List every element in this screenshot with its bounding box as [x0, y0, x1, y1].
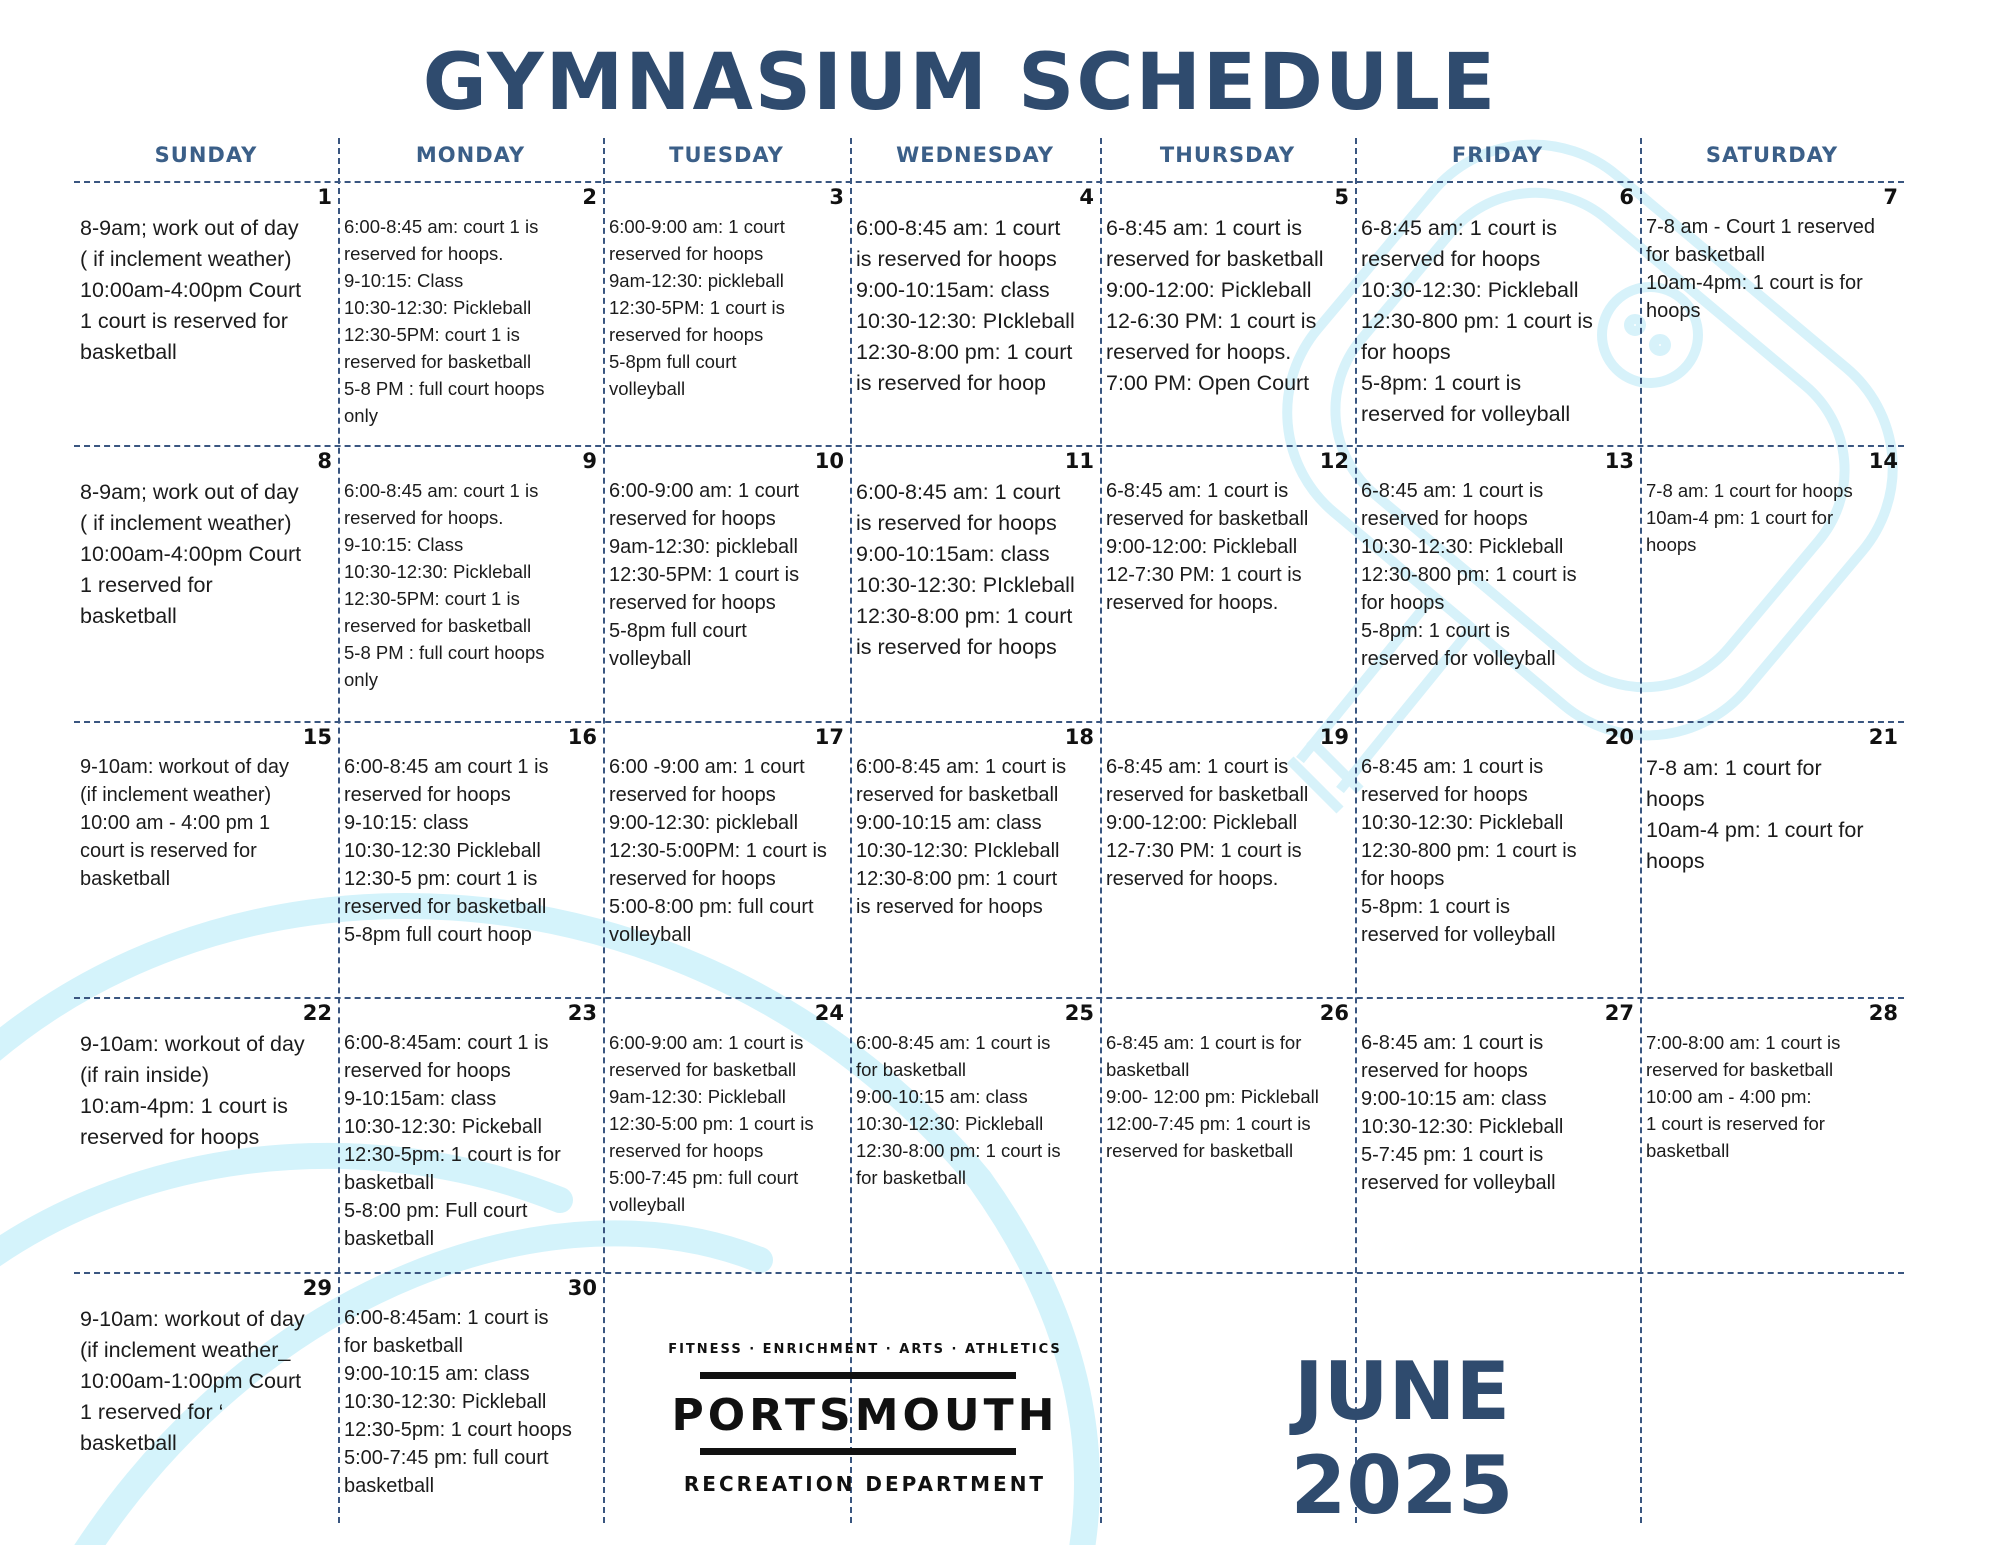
day-number: 4: [1079, 185, 1094, 209]
day-number: 1: [317, 185, 332, 209]
schedule-entry: 12:30-800 pm: 1 court is: [1361, 309, 1593, 333]
schedule-entry: 9-10:15: Class: [344, 534, 464, 555]
schedule-entry: 6:00-8:45 am court 1 is: [344, 756, 549, 778]
day-number: 22: [302, 1001, 332, 1025]
schedule-entry: 5-8:00 pm: Full court: [344, 1200, 528, 1222]
schedule-entry: 5-8 PM : full court hoops: [344, 642, 545, 663]
schedule-entry: reserved for hoops.: [344, 507, 504, 528]
day-number: 17: [814, 725, 844, 749]
day-cell: [1102, 999, 1353, 1270]
weekday-header: THURSDAY: [1159, 143, 1296, 167]
schedule-entry: basketball: [344, 1475, 435, 1497]
schedule-entry: 12:30-5:00 pm: 1 court is: [609, 1113, 814, 1134]
day-number: 26: [1319, 1001, 1349, 1025]
schedule-entry: 9-10:15: class: [344, 812, 469, 834]
day-number: 5: [1334, 185, 1349, 209]
schedule-entry: 6-8:45 am: 1 court is: [1361, 756, 1544, 778]
day-number: 27: [1604, 1001, 1634, 1025]
logo-name: PORTSMOUTH: [671, 1390, 1059, 1441]
day-cell: [605, 183, 848, 443]
schedule-list: [344, 753, 599, 949]
schedule-entry: reserved for hoops: [1361, 1060, 1528, 1082]
schedule-entry: 10:30-12:30: Pickleball: [1361, 1116, 1564, 1138]
day-cell: [1102, 447, 1353, 719]
schedule-entry: 6:00-8:45 am: 1 court is: [856, 756, 1067, 778]
schedule-entry: 12:30-5 pm: court 1 is: [344, 868, 538, 890]
schedule-list: [1361, 1029, 1636, 1197]
logo-bottom-bar: [700, 1448, 1016, 1455]
schedule-entry: 10am-4pm: 1 court is for: [1646, 272, 1863, 294]
schedule-entry: 9:00- 12:00 pm: Pickleball: [1106, 1086, 1319, 1107]
day-number: 11: [1064, 449, 1094, 473]
schedule-entry: for hoops: [1361, 868, 1445, 890]
schedule-entry: 5:00-7:45 pm: full court: [344, 1447, 549, 1469]
schedule-list: [344, 213, 599, 429]
schedule-entry: basketball: [1106, 1059, 1190, 1080]
schedule-entry: basketball: [80, 604, 177, 628]
day-number: 20: [1604, 725, 1634, 749]
page-title: GYMNASIUM SCHEDULE: [422, 38, 1498, 128]
day-cell: [605, 999, 848, 1270]
schedule-entry: hoops: [1646, 534, 1697, 555]
schedule-entry: 7-8 am: 1 court for: [1646, 756, 1822, 780]
schedule-entry: 6:00-9:00 am: 1 court: [609, 216, 785, 237]
schedule-list: [609, 1029, 846, 1218]
day-cell: [1357, 999, 1638, 1270]
schedule-entry: reserved for hoops: [1361, 508, 1528, 530]
schedule-entry: 5-8pm: 1 court is: [1361, 371, 1522, 395]
schedule-entry: 12:30-5PM: court 1 is: [344, 588, 520, 609]
schedule-entry: reserved for basketball: [609, 1059, 797, 1080]
schedule-entry: 6-8:45 am: 1 court is: [1106, 216, 1302, 240]
schedule-entry: court is reserved for: [80, 840, 257, 862]
weekday-header: WEDNESDAY: [896, 143, 1054, 167]
schedule-entry: for basketball: [856, 1059, 967, 1080]
schedule-entry: 6:00-8:45am: 1 court is: [344, 1307, 549, 1329]
schedule-list: [1106, 1029, 1351, 1164]
schedule-entry: 6-8:45 am: 1 court is: [1361, 480, 1544, 502]
schedule-entry: 10:30-12:30: PIckleball: [856, 573, 1075, 597]
schedule-entry: 9:00-10:15 am: class: [1361, 1088, 1547, 1110]
day-cell: [1102, 183, 1353, 443]
schedule-entry: 10:30-12:30: Pickleball: [1361, 536, 1564, 558]
schedule-entry: 9:00-12:30: pickleball: [609, 812, 799, 834]
schedule-entry: reserved for basketball: [1646, 1059, 1834, 1080]
schedule-entry: 10:30-12:30: Pickleball: [344, 297, 532, 318]
schedule-entry: 6:00-9:00 am: 1 court is: [609, 1032, 804, 1053]
schedule-entry: for hoops: [1361, 340, 1451, 364]
day-cell: [1642, 723, 1902, 995]
schedule-entry: 9am-12:30: pickleball: [609, 270, 784, 291]
schedule-list: [80, 1029, 334, 1153]
schedule-entry: reserved for hoops: [609, 784, 776, 806]
schedule-entry: reserved for hoops: [1361, 784, 1528, 806]
schedule-entry: reserved for volleyball: [1361, 402, 1571, 426]
schedule-list: [856, 1029, 1096, 1191]
schedule-entry: reserved for hoops: [609, 324, 764, 345]
day-cell: [76, 723, 336, 995]
day-number: 8: [317, 449, 332, 473]
schedule-entry: basketball: [80, 1431, 177, 1455]
schedule-entry: 12:30-8:00 pm: 1 court: [856, 868, 1058, 890]
schedule-entry: 6-8:45 am: 1 court is: [1361, 216, 1557, 240]
day-number: 25: [1064, 1001, 1094, 1025]
schedule-entry: 9-10:15: Class: [344, 270, 464, 291]
schedule-entry: reserved for volleyball: [1361, 648, 1556, 670]
schedule-entry: 5:00-7:45 pm: full court: [609, 1167, 799, 1188]
schedule-list: [856, 477, 1096, 663]
schedule-entry: 12-7:30 PM: 1 court is: [1106, 840, 1302, 862]
day-cell: [340, 999, 601, 1270]
schedule-entry: 1 court is reserved for: [80, 309, 288, 333]
schedule-entry: 6:00-8:45 am: 1 court: [856, 480, 1061, 504]
schedule-list: [1646, 477, 1900, 558]
day-cell: [1357, 723, 1638, 995]
schedule-entry: 12:30-8:00 pm: 1 court: [856, 340, 1073, 364]
schedule-list: [856, 213, 1096, 399]
schedule-entry: volleyball: [609, 648, 692, 670]
day-number: 19: [1319, 725, 1349, 749]
day-cell: [76, 447, 336, 719]
schedule-list: [1106, 213, 1351, 399]
schedule-entry: 12:00-7:45 pm: 1 court is: [1106, 1113, 1311, 1134]
schedule-entry: 9:00-10:15am: class: [856, 542, 1050, 566]
schedule-entry: reserved for hoops: [1361, 247, 1541, 271]
day-cell: [1357, 183, 1638, 443]
logo-tagline: FITNESS · ENRICHMENT · ARTS · ATHLETICS: [668, 1342, 1062, 1357]
day-cell: [1357, 447, 1638, 719]
schedule-entry: 9-10am: workout of day: [80, 756, 289, 778]
schedule-entry: 6:00 -9:00 am: 1 court: [609, 756, 805, 778]
day-number: 6: [1619, 185, 1634, 209]
schedule-entry: 9:00-10:15am: class: [856, 278, 1050, 302]
schedule-list: [609, 477, 846, 673]
schedule-entry: 10:30-12:30: PIckleball: [856, 309, 1075, 333]
schedule-entry: 1 court is reserved for: [1646, 1113, 1825, 1134]
schedule-list: [609, 753, 846, 949]
schedule-entry: 12:30-5PM: 1 court is: [609, 297, 785, 318]
schedule-list: [1106, 753, 1351, 893]
schedule-list: [1106, 477, 1351, 617]
schedule-list: [80, 753, 334, 893]
schedule-entry: 5-8pm full court: [609, 351, 737, 372]
schedule-entry: 5-8pm full court: [609, 620, 747, 642]
day-cell: [852, 999, 1098, 1270]
schedule-entry: 12:30-5pm: 1 court is for: [344, 1144, 561, 1166]
schedule-entry: volleyball: [609, 378, 686, 399]
schedule-list: [1361, 213, 1636, 430]
year-label: 2025: [1290, 1439, 1514, 1532]
day-cell: [76, 183, 336, 443]
schedule-entry: volleyball: [609, 1194, 686, 1215]
schedule-list: [80, 213, 334, 368]
day-number: 9: [582, 449, 597, 473]
day-cell: [852, 723, 1098, 995]
schedule-entry: ( if inclement weather): [80, 247, 292, 271]
schedule-entry: for basketball: [1646, 244, 1765, 266]
schedule-entry: reserved for hoops: [80, 1125, 260, 1149]
schedule-entry: (if inclement weather_: [80, 1338, 291, 1362]
schedule-entry: reserved for hoops: [609, 868, 776, 890]
day-cell: [605, 447, 848, 719]
schedule-entry: 12:30-5:00PM: 1 court is: [609, 840, 827, 862]
schedule-entry: reserved for basketball: [344, 615, 532, 636]
schedule-entry: 12:30-800 pm: 1 court is: [1361, 564, 1577, 586]
schedule-entry: 8-9am; work out of day: [80, 216, 299, 240]
schedule-entry: 9-10am: workout of day: [80, 1307, 305, 1331]
logo-subtitle: RECREATION DEPARTMENT: [683, 1472, 1047, 1496]
schedule-entry: basketball: [1646, 1140, 1730, 1161]
schedule-entry: 9-10:15am: class: [344, 1088, 497, 1110]
schedule-entry: reserved for hoops: [344, 784, 511, 806]
schedule-entry: 6:00-9:00 am: 1 court: [609, 480, 800, 502]
weekday-header: MONDAY: [415, 143, 526, 167]
schedule-entry: reserved for basketball: [344, 351, 532, 372]
schedule-entry: reserved for hoops.: [344, 243, 504, 264]
schedule-entry: 5:00-8:00 pm: full court: [609, 896, 814, 918]
schedule-list: [1646, 213, 1900, 325]
schedule-entry: 12-6:30 PM: 1 court is: [1106, 309, 1317, 333]
schedule-entry: 6:00-8:45 am: court 1 is: [344, 216, 539, 237]
schedule-entry: 9am-12:30: pickleball: [609, 536, 798, 558]
schedule-entry: 10:30-12:30 Pickleball: [344, 840, 541, 862]
schedule-entry: is reserved for hoops: [856, 896, 1043, 918]
schedule-entry: 10:am-4pm: 1 court is: [80, 1094, 288, 1118]
schedule-entry: 5-8pm full court hoop: [344, 924, 532, 946]
schedule-list: [609, 213, 846, 402]
day-number: 13: [1604, 449, 1634, 473]
schedule-list: [856, 753, 1096, 921]
schedule-entry: reserved for hoops: [609, 243, 764, 264]
day-cell: [1642, 999, 1902, 1270]
schedule-entry: is reserved for hoop: [856, 371, 1047, 395]
day-cell: [340, 447, 601, 719]
schedule-entry: for basketball: [344, 1335, 463, 1357]
schedule-entry: basketball: [344, 1228, 435, 1250]
schedule-list: [344, 1029, 599, 1253]
weekday-header: TUESDAY: [669, 143, 784, 167]
day-number: 24: [814, 1001, 844, 1025]
schedule-entry: 9am-12:30: Pickleball: [609, 1086, 786, 1107]
schedule-entry: 7-8 am: 1 court for hoops: [1646, 480, 1853, 501]
schedule-entry: 12:30-5pm: 1 court hoops: [344, 1419, 572, 1441]
schedule-entry: reserved for basketball: [344, 896, 547, 918]
schedule-entry: 7-8 am - Court 1 reserved: [1646, 216, 1875, 238]
schedule-list: [1361, 477, 1636, 673]
weekday-header: FRIDAY: [1451, 143, 1544, 167]
month-label: JUNE: [1293, 1345, 1511, 1438]
schedule-entry: 6-8:45 am: 1 court is: [1106, 480, 1289, 502]
schedule-entry: 10:30-12:30: Pickleball: [344, 561, 532, 582]
day-cell: [340, 723, 601, 995]
schedule-entry: 6:00-8:45am: court 1 is: [344, 1032, 549, 1054]
schedule-entry: 7:00-8:00 am: 1 court is: [1646, 1032, 1841, 1053]
schedule-entry: 10:30-12:30: Pickleball: [1361, 812, 1564, 834]
schedule-entry: (if rain inside): [80, 1063, 210, 1087]
schedule-entry: ( if inclement weather): [80, 511, 292, 535]
schedule-entry: 10am-4 pm: 1 court for: [1646, 818, 1864, 842]
schedule-entry: 9:00-12:00: Pickleball: [1106, 812, 1298, 834]
day-number: 14: [1868, 449, 1898, 473]
schedule-entry: reserved for hoops: [344, 1060, 511, 1082]
day-number: 30: [567, 1276, 597, 1300]
schedule-list: [1361, 753, 1636, 949]
schedule-entry: 12-7:30 PM: 1 court is: [1106, 564, 1302, 586]
schedule-entry: 10:30-12:30: Pickleball: [1361, 278, 1579, 302]
schedule-entry: reserved for hoops: [609, 508, 776, 530]
schedule-entry: 10:30-12:30: Pickleball: [344, 1391, 547, 1413]
day-cell: [1102, 723, 1353, 995]
schedule-entry: 10:30-12:30: Pickeball: [344, 1116, 542, 1138]
schedule-list: [1646, 1029, 1900, 1164]
schedule-entry: reserved for basketball: [1106, 1140, 1294, 1161]
schedule-list: [1646, 753, 1900, 877]
portsmouth-recreation-logo: [660, 1330, 1070, 1510]
schedule-entry: 5-8pm: 1 court is: [1361, 896, 1510, 918]
schedule-entry: 12:30-800 pm: 1 court is: [1361, 840, 1577, 862]
schedule-entry: reserved for hoops: [609, 1140, 764, 1161]
schedule-entry: 9:00-12:00: Pickleball: [1106, 536, 1298, 558]
schedule-entry: 10:00am-4:00pm Court: [80, 278, 302, 302]
schedule-entry: 10:00 am - 4:00 pm:: [1646, 1086, 1812, 1107]
schedule-list: [80, 477, 334, 632]
schedule-entry: 6:00-8:45 am: 1 court is: [856, 1032, 1051, 1053]
day-number: 16: [567, 725, 597, 749]
schedule-entry: 6:00-8:45 am: 1 court: [856, 216, 1061, 240]
schedule-entry: 12:30-5PM: 1 court is: [609, 564, 800, 586]
day-cell: [340, 1274, 601, 1521]
schedule-entry: 9:00-10:15 am: class: [856, 812, 1042, 834]
day-number: 12: [1319, 449, 1349, 473]
schedule-entry: for basketball: [856, 1167, 967, 1188]
day-cell: [1642, 183, 1902, 443]
schedule-entry: is reserved for hoops: [856, 635, 1057, 659]
schedule-entry: 10:00am-4:00pm Court: [80, 542, 302, 566]
day-cell: [605, 723, 848, 995]
schedule-entry: 1 reserved for: [80, 573, 213, 597]
day-number: 18: [1064, 725, 1094, 749]
day-cell: [852, 183, 1098, 443]
day-cell: [76, 1274, 336, 1521]
schedule-entry: 10:30-12:30: PIckleball: [856, 840, 1060, 862]
schedule-entry: reserved for basketball: [1106, 247, 1324, 271]
day-cell: [1642, 447, 1902, 719]
schedule-entry: is reserved for hoops: [856, 247, 1057, 271]
month-year-label: [1282, 1345, 1522, 1533]
logo-top-bar: [700, 1372, 1016, 1379]
schedule-entry: 6-8:45 am: 1 court is for: [1106, 1032, 1302, 1053]
schedule-entry: reserved for volleyball: [1361, 924, 1556, 946]
schedule-list: [344, 1304, 599, 1500]
schedule-entry: 9-10am: workout of day: [80, 1032, 305, 1056]
schedule-entry: 10am-4 pm: 1 court for: [1646, 507, 1834, 528]
schedule-entry: 8-9am; work out of day: [80, 480, 299, 504]
schedule-entry: reserved for hoops.: [1106, 592, 1279, 614]
schedule-entry: basketball: [80, 868, 171, 890]
schedule-entry: hoops: [1646, 300, 1701, 322]
schedule-entry: reserved for basketball: [1106, 508, 1309, 530]
schedule-entry: reserved for volleyball: [1361, 1172, 1556, 1194]
schedule-entry: reserved for hoops.: [1106, 340, 1292, 364]
schedule-entry: 12:30-5PM: court 1 is: [344, 324, 520, 345]
day-number: 29: [302, 1276, 332, 1300]
schedule-entry: reserved for basketball: [1106, 784, 1309, 806]
schedule-entry: hoops: [1646, 849, 1705, 873]
schedule-entry: 5-8 PM : full court hoops: [344, 378, 545, 399]
schedule-entry: 9:00-12:00: Pickleball: [1106, 278, 1312, 302]
day-number: 3: [829, 185, 844, 209]
schedule-entry: 1 reserved for ‘: [80, 1400, 224, 1424]
schedule-entry: 12:30-8:00 pm: 1 court is: [856, 1140, 1061, 1161]
schedule-entry: only: [344, 669, 378, 690]
schedule-entry: 12:30-8:00 pm: 1 court: [856, 604, 1073, 628]
schedule-entry: 10:30-12:30: Pickleball: [856, 1113, 1044, 1134]
schedule-list: [344, 477, 599, 693]
schedule-entry: 10:00 am - 4:00 pm 1: [80, 812, 271, 834]
day-number: 28: [1868, 1001, 1898, 1025]
day-number: 7: [1883, 185, 1898, 209]
schedule-entry: is reserved for hoops: [856, 511, 1057, 535]
schedule-entry: reserved for hoops.: [1106, 868, 1279, 890]
schedule-entry: 5-7:45 pm: 1 court is: [1361, 1144, 1544, 1166]
schedule-entry: (if inclement weather): [80, 784, 272, 806]
weekday-header: SATURDAY: [1705, 143, 1839, 167]
day-number: 15: [302, 725, 332, 749]
schedule-entry: 5-8pm: 1 court is: [1361, 620, 1510, 642]
schedule-list: [80, 1304, 334, 1459]
schedule-entry: only: [344, 405, 378, 426]
schedule-entry: 10:00am-1:00pm Court: [80, 1369, 302, 1393]
schedule-entry: for hoops: [1361, 592, 1445, 614]
day-number: 10: [814, 449, 844, 473]
schedule-entry: volleyball: [609, 924, 692, 946]
schedule-entry: 9:00-10:15 am: class: [344, 1363, 530, 1385]
day-cell: [852, 447, 1098, 719]
schedule-entry: 7:00 PM: Open Court: [1106, 371, 1310, 395]
schedule-entry: hoops: [1646, 787, 1705, 811]
schedule-entry: 6-8:45 am: 1 court is: [1361, 1032, 1544, 1054]
schedule-entry: 6-8:45 am: 1 court is: [1106, 756, 1289, 778]
schedule-entry: basketball: [80, 340, 177, 364]
day-number: 23: [567, 1001, 597, 1025]
schedule-entry: reserved for hoops: [609, 592, 776, 614]
schedule-entry: basketball: [344, 1172, 435, 1194]
schedule-entry: 6:00-8:45 am: court 1 is: [344, 480, 539, 501]
day-cell: [340, 183, 601, 443]
weekday-header: SUNDAY: [154, 143, 258, 167]
day-number: 2: [582, 185, 597, 209]
schedule-entry: reserved for basketball: [856, 784, 1059, 806]
day-cell: [76, 999, 336, 1270]
day-number: 21: [1868, 725, 1898, 749]
schedule-entry: 9:00-10:15 am: class: [856, 1086, 1028, 1107]
